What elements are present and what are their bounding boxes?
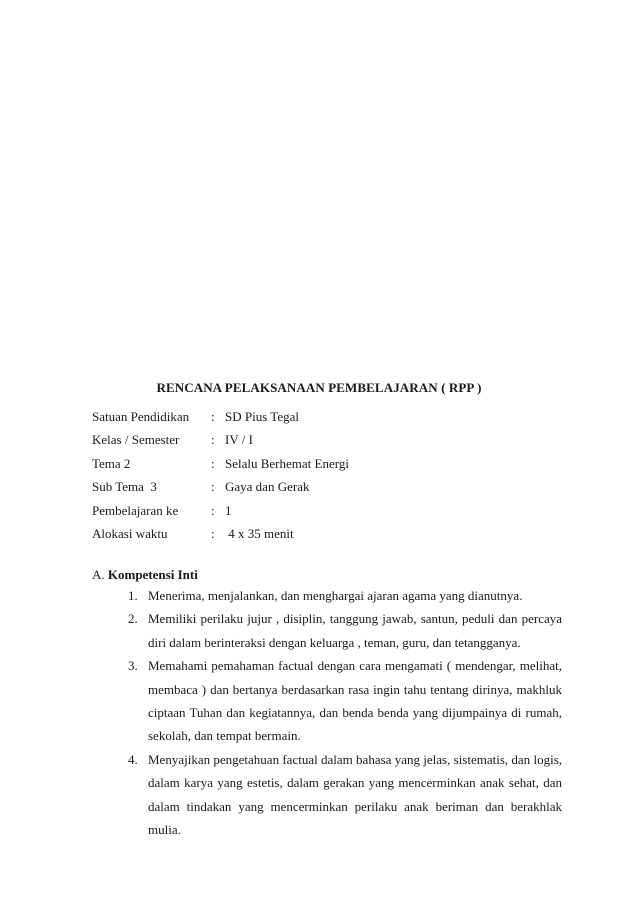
meta-value: SD Pius Tegal [225,409,299,424]
meta-row-kelas-semester [92,428,562,451]
kompetensi-inti-list [92,584,562,841]
list-item-number: 3. [128,658,138,674]
identity-table [92,405,562,545]
meta-colon: : [211,525,215,541]
meta-colon: : [211,432,215,448]
list-item-number: 4. [128,751,138,767]
list-item-text: Menerima, menjalankan, dan menghargai ajaran agama yang dianutnya. [148,588,523,603]
meta-label: Alokasi waktu [92,525,168,541]
meta-label: Tema 2 [92,455,131,471]
meta-value: 1 [225,502,232,518]
list-item-text: Memahami pemahaman factual dengan cara mengamati ( mendengar, melihat, membaca ) dan bertanya berdasarkan rasa ingin tahu tentang dirinya, makhluk ciptaan Tuhan dan kegiatannya, dan benda benda yang dijumpainya di rumah, sekolah, dan tempat bermain. [148,658,562,744]
meta-colon: : [211,409,215,424]
section-prefix: A. [92,567,108,582]
section-heading-kompetensi-inti [92,566,198,584]
meta-label: Sub Tema 3 [92,479,157,495]
list-item-text: Menyajikan pengetahuan factual dalam bahasa yang jelas, sistematis, dan logis, dalam karya yang estetis, dalam gerakan yang mencerminkan anak sehat, dan dalam tindakan yang mencerminkan perilaku anak beriman dan berakhlak mulia. [148,751,562,838]
meta-colon: : [211,455,215,471]
meta-row-satuan-pendidikan [92,405,562,428]
meta-label: Satuan Pendidikan [92,409,190,424]
meta-label: Pembelajaran ke [92,502,179,518]
document-title: RENCANA PELAKSANAAN PEMBELAJARAN ( RPP ) [156,380,482,395]
meta-row-tema [92,452,562,475]
meta-label: Kelas / Semester [92,432,180,448]
meta-row-alokasi-waktu [92,522,562,545]
list-item [92,584,562,607]
section-title: Kompetensi Inti [107,567,198,582]
meta-value: Gaya dan Gerak [225,479,310,495]
list-item [92,607,562,654]
meta-row-pembelajaran-ke [92,499,562,522]
meta-colon: : [211,502,215,518]
meta-value: Selalu Berhemat Energi [225,455,349,471]
list-item-number: 1. [128,588,138,603]
meta-value: 4 x 35 menit [225,525,294,541]
list-item-number: 2. [128,611,138,627]
list-item-text: Memiliki perilaku jujur , disiplin, tanggung jawab, santun, peduli dan percaya diri dalam berinteraksi dengan keluarga , teman, guru, dan tetangganya. [148,611,562,650]
list-item [92,654,562,748]
meta-colon: : [211,479,215,495]
meta-row-sub-tema [92,475,562,498]
list-item [92,748,562,842]
meta-value: IV / I [225,432,253,448]
